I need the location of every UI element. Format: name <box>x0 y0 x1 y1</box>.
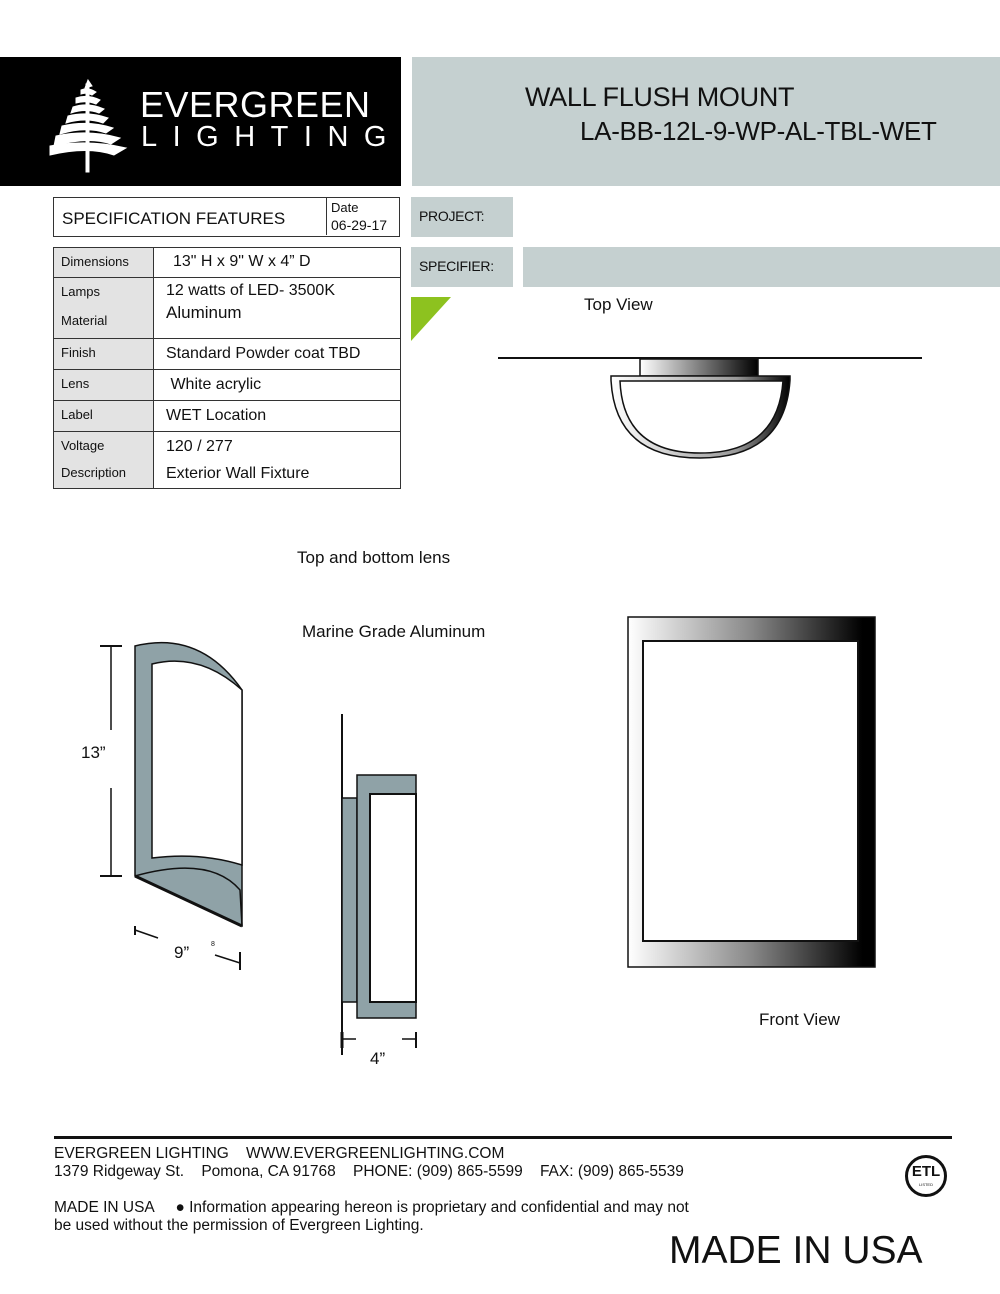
spec-features-header <box>53 197 400 237</box>
date-label: Date <box>331 200 359 215</box>
spec-value: WET Location <box>166 407 267 424</box>
material-note: Marine Grade Aluminum <box>302 622 486 641</box>
footer-disclaimer-line1: MADE IN USA ● Information appearing hereon is proprietary and confidential and may not <box>54 1199 689 1216</box>
spec-row-finish <box>54 339 401 370</box>
depth-dimension: 4” <box>370 1049 386 1068</box>
width-dimension: 9” <box>174 943 190 962</box>
top-view-drawing <box>495 350 925 465</box>
spec-row-lens <box>54 370 401 401</box>
spec-value: Standard Powder coat TBD <box>166 345 361 362</box>
spec-row-lamps-material <box>54 278 401 339</box>
height-dimension: 13” <box>81 743 106 762</box>
spec-label: Finish <box>61 345 96 360</box>
side-profile-drawing <box>320 700 440 1080</box>
perspective-view-drawing <box>70 630 260 980</box>
spec-value: 120 / 277 <box>166 438 233 455</box>
brand-name-line1: EVERGREEN <box>140 84 371 125</box>
brand-name-line2: LIGHTING <box>141 121 402 153</box>
specifier-label-box <box>411 247 513 287</box>
spec-label: Material <box>61 313 108 328</box>
project-label: PROJECT: <box>419 208 485 224</box>
spec-value: 12 watts of LED- 3500K <box>166 282 335 299</box>
specifier-label: SPECIFIER: <box>419 258 494 274</box>
spec-row-label <box>54 401 401 432</box>
footer-divider <box>54 1136 952 1139</box>
spec-features-title: SPECIFICATION FEATURES <box>62 209 286 228</box>
footer-disclaimer-line2: be used without the permission of Evergreen Lighting. <box>54 1217 424 1234</box>
etl-badge-subtext: LISTED <box>918 1182 933 1187</box>
top-view-caption: Top View <box>584 295 653 314</box>
pine-tree-icon <box>48 78 128 173</box>
spec-value: Aluminum <box>166 303 242 322</box>
model-number: LA-BB-12L-9-WP-AL-TBL-WET <box>580 116 937 146</box>
spec-table <box>53 247 401 489</box>
spec-label: Label <box>61 407 93 422</box>
spec-value: 13" H x 9" W x 4” D <box>173 253 311 270</box>
spec-label: Description <box>61 465 127 480</box>
product-title: WALL FLUSH MOUNT <box>525 82 795 112</box>
date-cell <box>326 198 400 235</box>
spec-label: Lamps <box>61 284 101 299</box>
spec-value: Exterior Wall Fixture <box>166 465 310 482</box>
project-field[interactable] <box>523 197 1000 237</box>
project-label-box <box>411 197 513 237</box>
front-view-drawing <box>625 614 880 970</box>
spec-label: Lens <box>61 376 90 391</box>
width-dimension-mark: 8 <box>211 941 215 948</box>
spec-value: White acrylic <box>166 376 262 393</box>
etl-listed-badge-icon <box>905 1155 947 1197</box>
front-view-caption: Front View <box>759 1010 840 1029</box>
lens-note: Top and bottom lens <box>297 548 451 567</box>
green-corner-accent <box>411 297 451 341</box>
spec-row-voltage-description <box>54 432 401 489</box>
brand-logo-block <box>0 57 401 186</box>
etl-badge-text: ETL <box>911 1163 941 1180</box>
spec-label: Voltage <box>61 438 105 453</box>
specifier-field[interactable] <box>523 247 1000 287</box>
made-in-usa-large: MADE IN USA <box>669 1229 923 1272</box>
spec-row-dimensions <box>54 248 401 278</box>
footer-address-line: 1379 Ridgeway St. Pomona, CA 91768 PHONE: (909) 865-5599 FAX: (909) 865-5539 <box>54 1163 684 1180</box>
date-value: 06-29-17 <box>331 217 388 233</box>
footer-company-line: EVERGREEN LIGHTING WWW.EVERGREENLIGHTING.COM <box>54 1145 505 1162</box>
spec-label: Dimensions <box>61 254 129 269</box>
